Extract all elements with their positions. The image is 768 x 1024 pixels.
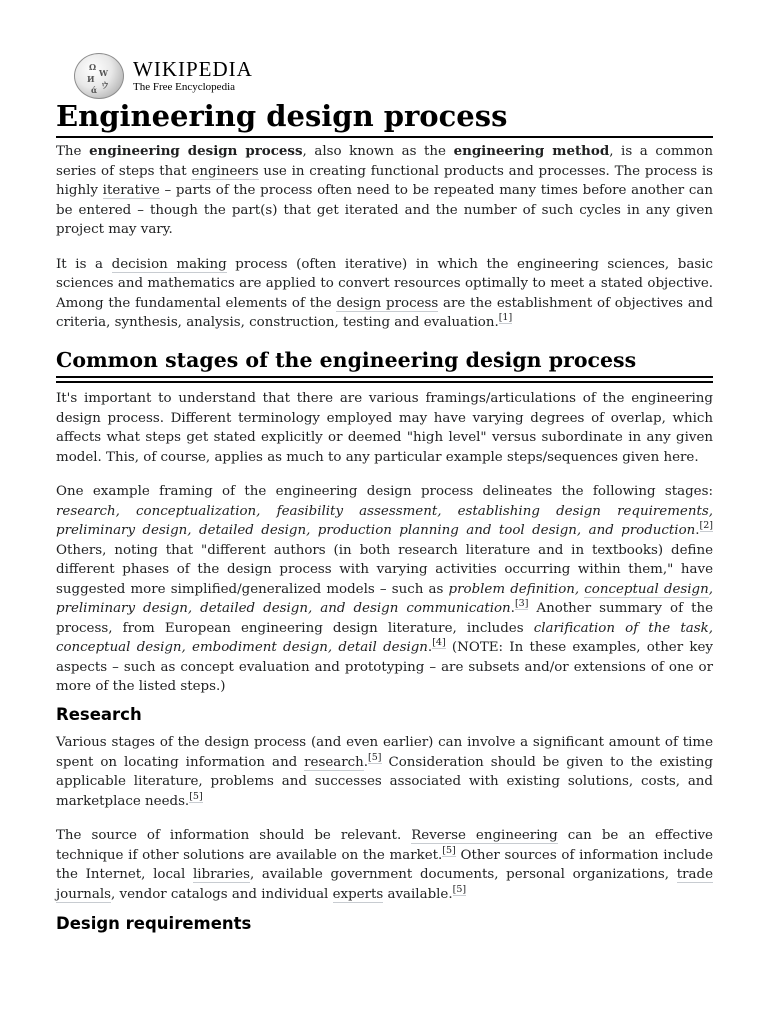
heading-rule (56, 381, 713, 383)
common-stages-paragraph-2: One example framing of the engineering design process delineates the following stages: research, conceptualization, feasibility assessment, establishing design requirements, preliminary design, detailed design, production planning and tool design, and production.[2] Others, noting that "different authors (in both research literature and in textbooks) define different phases of the design process with varying activities occurring within them," have suggested more simplified/generalized models – such as problem definition, conceptual design, preliminary design, detailed design, and design communication.[3] Another summary of the process, from European engineering design literature, includes clarification of the task, conceptual design, embodiment design, detail design.[4] (NOTE: In these examples, other key aspects – such as concept evaluation and prototyping – are subsets and/or extensions of one or more of the listed steps.) (56, 484, 714, 694)
link-research[interactable]: research (304, 754, 364, 770)
section-heading-common-stages: Common stages of the engineering design process (56, 348, 637, 372)
research-section (56, 733, 713, 904)
wordmark-title: WIKIPEDIA (133, 57, 253, 81)
link-trade-journals[interactable]: trade journals (56, 867, 713, 902)
wordmark-tagline: The Free Encyclopedia (133, 81, 236, 93)
common-stages-paragraph-1: It's important to understand that there are various framings/articulations of the engineering design process. Different terminology employed may have varying degrees of overlap, which affects what steps get stated explicitly or deemed "high level" versus subordinate in any given model. This, of course, applies as much to any particular example steps/sequences given here. (56, 391, 713, 465)
link-libraries[interactable]: libraries (192, 867, 250, 882)
link-engineers[interactable]: engineers (191, 163, 259, 179)
citation-ref[interactable]: [1] (498, 312, 513, 323)
section-heading-research: Research (56, 705, 142, 724)
intro-section (56, 142, 713, 333)
wikipedia-globe-icon: Ω W И ウ ά (74, 53, 124, 99)
citation-ref[interactable]: [2] (699, 520, 713, 531)
link-design-process[interactable]: design process (336, 295, 439, 311)
citation-ref[interactable]: [4] (432, 637, 446, 648)
link-conceptual-design[interactable]: conceptual design (584, 581, 709, 597)
intro-paragraph-2: It is a decision making process (often iterative) in which the engineering sciences, basic sciences and mathematics are applied to convert resources optimally to meet a stated objective. Among the fundamental elements of the design process are the establishment of objectives and criteria, synthesis, analysis, construction, testing and evaluation.[1] (56, 256, 713, 330)
citation-ref[interactable]: [5] (452, 883, 467, 895)
bold-term: engineering method (453, 143, 610, 159)
link-experts[interactable]: experts (332, 886, 384, 902)
wordmark (133, 59, 253, 93)
intro-paragraph-1: The engineering design process, also known as the engineering method, is a common series of steps that engineers use in creating functional products and processes. The process is highly iterative – parts of the process often need to be repeated many times before another can be entered – though the part(s) that get iterated and the number of such cycles in any given project may vary. (56, 143, 714, 237)
citation-ref[interactable]: [5] (189, 790, 203, 802)
citation-ref[interactable]: [5] (368, 751, 382, 763)
wikipedia-logo[interactable] (74, 52, 253, 100)
link-iterative[interactable]: iterative (102, 183, 160, 198)
bold-term: engineering design process (89, 143, 303, 159)
common-stages-section (56, 389, 713, 697)
link-reverse-engineering[interactable]: Reverse engineering (411, 828, 558, 843)
page-title: Engineering design process (56, 96, 713, 138)
link-decision-making[interactable]: decision making (111, 256, 227, 272)
citation-ref[interactable]: [3] (514, 598, 529, 609)
research-paragraph-1: Various stages of the design process (and even earlier) can involve a significant amount of time spent on locating information and research.[5] Consideration should be given to the existing applicable literature, problems and successes associated with existing solutions, costs, and marketplace needs.[5] (56, 735, 713, 809)
citation-ref[interactable]: [5] (442, 844, 456, 856)
heading-rule (56, 376, 713, 378)
research-paragraph-2: The source of information should be relevant. Reverse engineering can be an effective technique if other solutions are available on the market.[5] Other sources of information include the Internet, local libraries, available government documents, personal organizations, trade journals, vendor catalogs and individual experts available.[5] (56, 828, 714, 902)
section-heading-design-requirements: Design requirements (56, 914, 252, 933)
